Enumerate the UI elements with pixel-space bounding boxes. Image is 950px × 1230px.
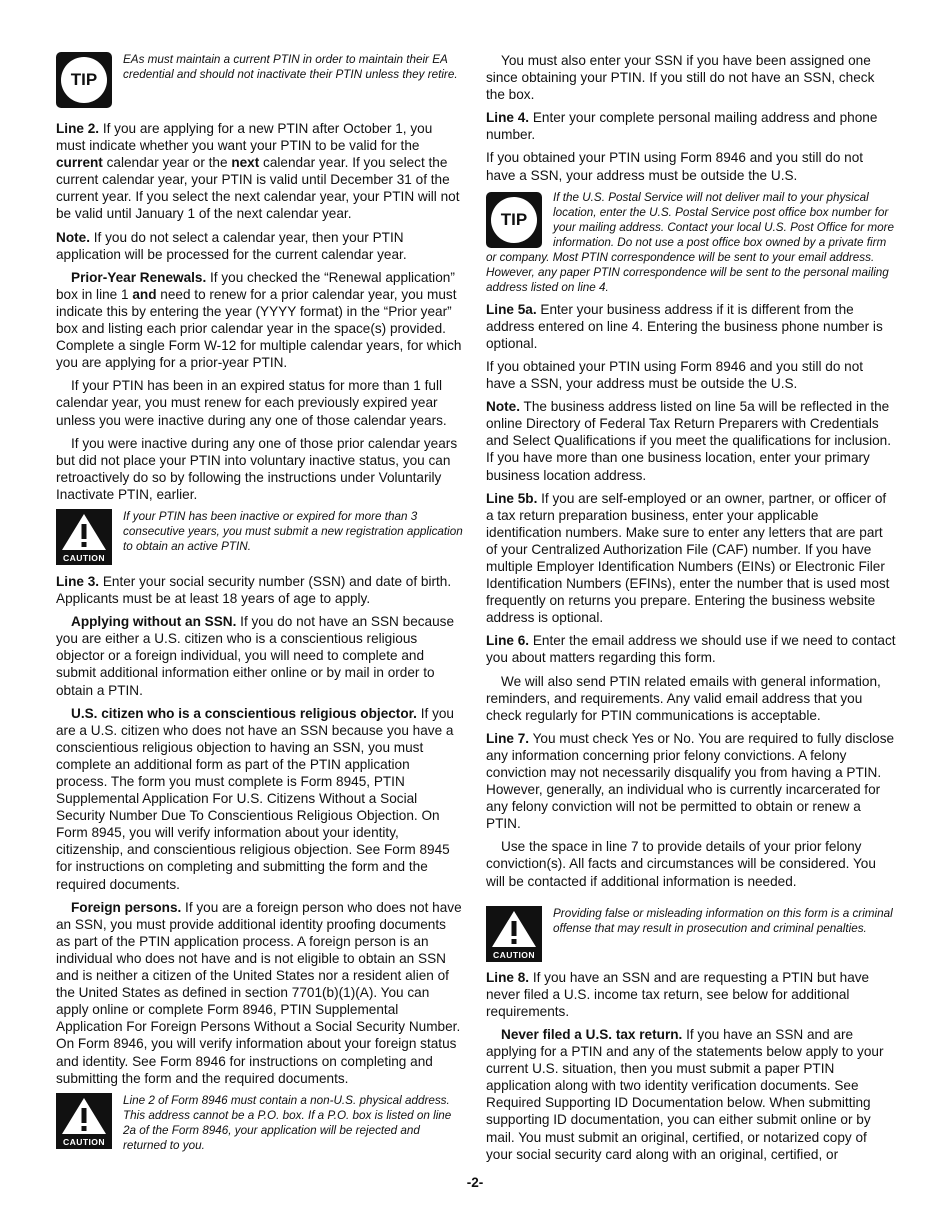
- inactive-paragraph: If you were inactive during any one of those prior calendar years but did not place your PTIN into voluntary inactive status, you can retroactively do so by following the instructions under Voluntarily Inactivate PTIN, earlier.: [56, 435, 458, 502]
- tip-text: If the U.S. Postal Service will not deliver mail to your physical location, enter the U.S. Postal Service post office box number for your mailing address. Contact your local U.S. Post Office for more information. Do not use a post office box owned by a private firm or company. Most PTIN correspondence will be sent to your email address. However, any paper PTIN correspondence will be sent to the personal mailing address listed on line 4.: [486, 190, 895, 294]
- line6-paragraph: Line 6. Enter the email address we should use if we need to contact you about matters regarding this form.: [486, 633, 896, 666]
- form8946-address-paragraph: If you obtained your PTIN using Form 8946 and you still do not have a SSN, your address must be outside the U.S.: [486, 358, 864, 392]
- expired-status-paragraph: If your PTIN has been in an expired status for more than 1 full calendar year, you must renew for each previously expired year unless you were inactive during any one of those calendar years.: [56, 378, 447, 428]
- right-column: [486, 52, 896, 1169]
- never-filed-paragraph: Never filed a U.S. tax return. If you have an SSN and are applying for a PTIN and any of the statements below apply to your current U.S. situation, then you must submit a paper PTIN application along with two identity verification documents. See Required Supporting ID Documentation below. When submitting supporting ID documentation, you can either submit online or by mail. You must submit an original, certified, or notarized copy of your social security card along with an original, certified, or: [486, 1026, 884, 1162]
- caution-notice: [486, 906, 896, 962]
- line5a-paragraph: Line 5a. Enter your business address if it is different from the address entered on line 4. Entering the business phone number is optional.: [486, 301, 883, 351]
- caution-icon-label: CAUTION: [63, 552, 105, 563]
- warning-triangle-icon: [60, 1096, 108, 1136]
- page-number: -2-: [466, 1175, 484, 1190]
- caution-text: Providing false or misleading information on this form is a criminal offense that may result in prosecution and criminal penalties.: [553, 906, 893, 935]
- tip-icon-label: TIP: [491, 197, 537, 243]
- line8-paragraph: Line 8. If you have an SSN and are requesting a PTIN but have never filed a U.S. income tax return, see below for additional requirements.: [486, 969, 870, 1019]
- tip-notice: [56, 52, 464, 108]
- line5b-paragraph: Line 5b. If you are self-employed or an owner, partner, or officer of a tax return preparation business, enter your applicable identification numbers. Make sure to enter any letters that are part of your Centralized Authorization File (CAF) number. If you have multiple Employer Identification Numbers (EINs) or Electronic Filer Identification Numbers (EFINs), enter the number that is used most frequently on returns you prepare. Entering the business website address is optional.: [486, 490, 890, 626]
- tip-icon: [486, 192, 542, 248]
- warning-triangle-icon: [490, 909, 538, 949]
- warning-triangle-icon: [60, 512, 108, 552]
- religious-objector-paragraph: U.S. citizen who is a conscientious religious objector. If you are a U.S. citizen who does not have an SSN because you have a conscientious religious objection to having an SSN, you must complete an additional form as part of the PTIN application process. The form you must complete is Form 8945, PTIN Supplemental Application For U.S. Citizens Without a Social Security Number Due To Conscientious Religious Objection. On Form 8945, you will verify information about your identity, citizenship, and conscientious religious objection. See Form 8945 for instructions on completing and submitting the form and the required documents.: [56, 705, 454, 892]
- line4-paragraph: Line 4. Enter your complete personal mailing address and phone number.: [486, 110, 878, 143]
- line2-paragraph: Line 2. If you are applying for a new PTIN after October 1, you must indicate whether you want your PTIN to be valid for the current calendar year or the next calendar year. If you select the current calendar year, your PTIN is valid until December 31 of the current year. If you select the next calendar year, your PTIN will not be valid until January 1 of the next calendar year.: [56, 121, 460, 222]
- caution-icon: [486, 906, 542, 962]
- caution-notice: [56, 1093, 464, 1153]
- tip-text: EAs must maintain a current PTIN in order to maintain their EA credential and should not inactivate their PTIN unless they retire.: [123, 53, 458, 81]
- caution-icon: [56, 509, 112, 565]
- note-paragraph: Note. If you do not select a calendar year, then your PTIN application will be processed for the current calendar year.: [56, 229, 407, 262]
- without-ssn-paragraph: Applying without an SSN. If you do not have an SSN because you are either a U.S. citizen who is a conscientious religious objector or a foreign individual, you will need to complete and submit additional information either online or by mail in order to obtain a PTIN.: [56, 614, 455, 698]
- line3-paragraph: Line 3. Enter your social security number (SSN) and date of birth. Applicants must be at least 18 years of age to apply.: [56, 573, 452, 607]
- left-column: [56, 52, 464, 1160]
- tip-icon: [56, 52, 112, 108]
- caution-text: Line 2 of Form 8946 must contain a non-U.S. physical address. This address cannot be a P.O. box. If a P.O. box is listed on line 2a of the Form 8946, your application will be rejected and returned to you.: [123, 1093, 452, 1152]
- prior-year-renewals-paragraph: Prior-Year Renewals. If you checked the “Renewal application” box in line 1 and need to renew for a prior calendar year, you must indicate this by entering the year (YYYY format) in the “Prior year” box and listing each prior calendar year in the space(s) provided. Complete a single Form W-12 for multiple calendar years, for which you are applying for a prior-year PTIN.: [56, 269, 462, 371]
- note-paragraph: Note. The business address listed on line 5a will be reflected in the online Directory of Federal Tax Return Preparers with Credentials and Select Qualifications if you meet the qualifications for inclusion. If you have more than one business location, enter your primary business location address.: [486, 399, 892, 483]
- caution-notice: [56, 509, 464, 565]
- form8946-address-paragraph: If you obtained your PTIN using Form 8946 and you still do not have a SSN, your address must be outside the U.S.: [486, 150, 864, 183]
- ptin-emails-paragraph: We will also send PTIN related emails with general information, reminders, and requirements. Any valid email address that you check regularly for PTIN communications is acceptable.: [486, 673, 881, 723]
- caution-icon: [56, 1093, 112, 1149]
- tip-notice: [486, 190, 896, 295]
- line7-paragraph: Line 7. You must check Yes or No. You are required to fully disclose any information concerning prior felony convictions. A felony conviction may not necessarily disqualify you from having a PTIN. However, generally, an individual who is currently incarcerated for any felony conviction will not be permitted to obtain or renew a PTIN.: [486, 730, 895, 832]
- ssn-assigned-paragraph: You must also enter your SSN if you have been assigned one since obtaining your PTIN. If you still do not have an SSN, check the box.: [486, 53, 875, 103]
- caution-text: If your PTIN has been inactive or expired for more than 3 consecutive years, you must submit a new registration application to obtain an active PTIN.: [123, 509, 463, 553]
- felony-details-paragraph: Use the space in line 7 to provide details of your prior felony conviction(s). All facts and circumstances will be considered. You will be contacted if additional information is needed.: [486, 839, 876, 889]
- caution-icon-label: CAUTION: [63, 1136, 105, 1147]
- tip-icon-label: TIP: [61, 57, 107, 103]
- foreign-persons-paragraph: Foreign persons. If you are a foreign person who does not have an SSN, you must provide additional identity proofing documents as part of the PTIN application process. A foreign person is an individual who does not have and is not eligible to obtain an SSN and is neither a citizen of the United States nor a resident alien of the United States as defined in section 7701(b)(1)(A). You can apply online or complete Form 8946, PTIN Supplemental Application For Foreign Persons Without a Social Security Number. On Form 8946, you will verify information about your foreign status and identity. See Form 8946 for instructions on completing and submitting the form and the required documents.: [56, 899, 462, 1086]
- caution-icon-label: CAUTION: [493, 949, 535, 960]
